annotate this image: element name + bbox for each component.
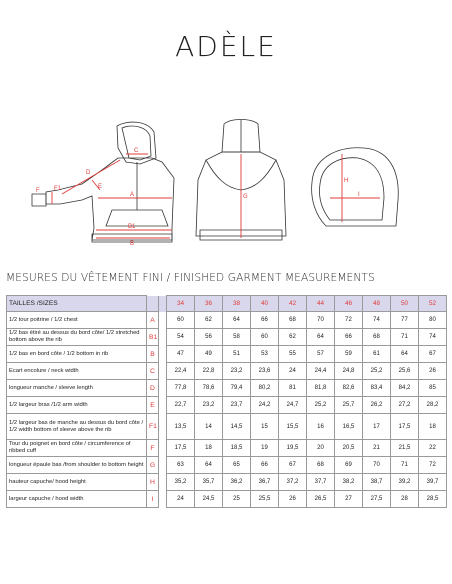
back-view-drawing [186, 118, 296, 248]
measurement-value: 54 [167, 329, 195, 346]
measurement-label: 1/2 tour poitrine / 1/2 chest [7, 312, 147, 329]
measurement-label: longueur épaule bas /from shoulder to bottom height [7, 457, 147, 474]
measurement-code: G [147, 457, 159, 474]
measurement-value: 17,5 [167, 440, 195, 457]
header-size: 48 [363, 296, 391, 312]
table-row [7, 346, 447, 363]
measurement-value: 28,2 [419, 397, 447, 414]
measurement-value: 64 [223, 312, 251, 329]
measurement-value: 60 [167, 312, 195, 329]
header-size: 50 [391, 296, 419, 312]
measurement-label: Ecart encolure / neck width [7, 363, 147, 380]
measurement-label: largeur capuche / hood width [7, 491, 147, 508]
measurement-value: 14 [195, 414, 223, 440]
measurement-value: 16,5 [335, 414, 363, 440]
header-size: 42 [279, 296, 307, 312]
table-row [7, 380, 447, 397]
measurement-value: 67 [279, 457, 307, 474]
measurement-value: 74 [419, 329, 447, 346]
label-F1: F1 [54, 186, 62, 192]
measurement-value: 51 [223, 346, 251, 363]
measurement-value: 24,4 [307, 363, 335, 380]
measurement-value: 13,5 [167, 414, 195, 440]
header-size: 38 [223, 296, 251, 312]
measurement-value: 65 [223, 457, 251, 474]
measurement-value: 39,2 [391, 474, 419, 491]
header-size: 36 [195, 296, 223, 312]
measurement-value: 17,5 [391, 414, 419, 440]
measurement-label: hauteur capuche/ hood height [7, 474, 147, 491]
measurement-value: 18 [419, 414, 447, 440]
measurement-value: 27 [335, 491, 363, 508]
measurement-value: 68 [363, 329, 391, 346]
measurement-value: 14,5 [223, 414, 251, 440]
table-header-row [7, 296, 447, 312]
measurement-value: 16 [307, 414, 335, 440]
measurement-value: 38,2 [335, 474, 363, 491]
measurement-value: 21,5 [391, 440, 419, 457]
measurement-value: 72 [419, 457, 447, 474]
measurement-value: 22,4 [167, 363, 195, 380]
measurement-value: 61 [363, 346, 391, 363]
measurement-label: 1/2 largeur bas de manche au dessus du bord côte / 1/2 width bottom of sleeve above the rib [7, 414, 147, 440]
measurements-table [6, 295, 447, 508]
measurement-value: 84,2 [391, 380, 419, 397]
measurement-value: 23,7 [223, 397, 251, 414]
label-I: I [358, 192, 360, 198]
table-row [7, 312, 447, 329]
measurement-value: 70 [363, 457, 391, 474]
measurement-value: 27,5 [363, 491, 391, 508]
measurement-value: 63 [167, 457, 195, 474]
spacer-cell [159, 380, 167, 397]
label-B1: B1 [128, 224, 136, 230]
measurement-value: 70 [307, 312, 335, 329]
header-size: 34 [167, 296, 195, 312]
measurement-code: B1 [147, 329, 159, 346]
measurement-value: 58 [223, 329, 251, 346]
measurement-value: 47 [167, 346, 195, 363]
table-body [7, 312, 447, 508]
spacer-cell [159, 346, 167, 363]
header-label: TAILLES /SIZES [7, 296, 147, 312]
measurement-value: 24 [279, 363, 307, 380]
measurement-value: 22 [419, 440, 447, 457]
spacer-cell [159, 474, 167, 491]
measurement-value: 28 [391, 491, 419, 508]
label-E: E [98, 184, 103, 190]
table-row [7, 440, 447, 457]
measurement-value: 20 [307, 440, 335, 457]
measurement-value: 35,2 [167, 474, 195, 491]
measurement-value: 68 [279, 312, 307, 329]
measurement-value: 82,6 [335, 380, 363, 397]
measurement-label: 1/2 bas en bord côte / 1/2 bottom in rib [7, 346, 147, 363]
measurement-value: 56 [195, 329, 223, 346]
measurement-value: 77 [391, 312, 419, 329]
measurement-value: 66 [251, 312, 279, 329]
measurement-value: 49 [195, 346, 223, 363]
table-row [7, 414, 447, 440]
measurement-value: 39,7 [419, 474, 447, 491]
measurement-value: 71 [391, 457, 419, 474]
measurement-value: 66 [335, 329, 363, 346]
measurement-value: 25 [223, 491, 251, 508]
measurement-value: 80 [419, 312, 447, 329]
spacer-cell [159, 457, 167, 474]
measurement-value: 37,2 [279, 474, 307, 491]
measurement-value: 18,5 [223, 440, 251, 457]
measurement-value: 64 [195, 457, 223, 474]
header-size: 40 [251, 296, 279, 312]
label-D: D [86, 170, 91, 176]
header-size: 52 [419, 296, 447, 312]
table-row [7, 329, 447, 346]
measurement-value: 17 [363, 414, 391, 440]
measurement-code: H [147, 474, 159, 491]
measurement-value: 79,4 [223, 380, 251, 397]
measurement-label: longueur manche / sleeve length [7, 380, 147, 397]
brand-title: ADÈLE [175, 30, 277, 63]
measurement-value: 71 [391, 329, 419, 346]
measurement-value: 74 [363, 312, 391, 329]
measurement-value: 24,2 [251, 397, 279, 414]
measurement-label: Tour du poignet en bord côte / circumference of ribbed cuff [7, 440, 147, 457]
measurement-value: 66 [251, 457, 279, 474]
spacer-cell [159, 440, 167, 457]
measurement-code: F [147, 440, 159, 457]
measurement-value: 72 [335, 312, 363, 329]
measurement-value: 68 [307, 457, 335, 474]
measurement-value: 26 [419, 363, 447, 380]
spacer-cell [159, 312, 167, 329]
measurement-value: 37,7 [307, 474, 335, 491]
measurement-value: 23,6 [251, 363, 279, 380]
spacer-cell [159, 491, 167, 508]
measurement-value: 18 [195, 440, 223, 457]
measurement-value: 26,2 [363, 397, 391, 414]
measurement-value: 22,7 [167, 397, 195, 414]
measurement-value: 15 [251, 414, 279, 440]
header-spacer [159, 296, 167, 312]
measurement-value: 38,7 [363, 474, 391, 491]
measurement-value: 78,6 [195, 380, 223, 397]
table-row [7, 474, 447, 491]
measurement-value: 23,2 [223, 363, 251, 380]
measurement-code: B [147, 346, 159, 363]
spacer-cell [159, 329, 167, 346]
measurement-value: 60 [251, 329, 279, 346]
measurement-value: 36,2 [223, 474, 251, 491]
measurement-code: C [147, 363, 159, 380]
measurement-value: 83,4 [363, 380, 391, 397]
measurement-value: 25,2 [307, 397, 335, 414]
measurement-value: 36,7 [251, 474, 279, 491]
measurement-value: 77,8 [167, 380, 195, 397]
spacer-cell [159, 363, 167, 380]
measurement-value: 26,5 [307, 491, 335, 508]
measurement-value: 62 [279, 329, 307, 346]
measurement-value: 69 [335, 457, 363, 474]
measurement-value: 53 [251, 346, 279, 363]
spacer-cell [159, 414, 167, 440]
measurement-value: 27,2 [391, 397, 419, 414]
header-size: 46 [335, 296, 363, 312]
measurement-value: 81 [279, 380, 307, 397]
measurement-value: 19 [251, 440, 279, 457]
measurement-value: 25,5 [251, 491, 279, 508]
measurement-value: 35,7 [195, 474, 223, 491]
label-G: G [243, 194, 248, 200]
measurement-value: 22,8 [195, 363, 223, 380]
garment-drawings [0, 118, 452, 258]
measurement-value: 24 [167, 491, 195, 508]
measurement-value: 25,2 [363, 363, 391, 380]
measurement-value: 59 [335, 346, 363, 363]
measurement-value: 20,5 [335, 440, 363, 457]
measurement-value: 25,6 [391, 363, 419, 380]
measurement-label: 1/2 largeur bras /1/2 arm width [7, 397, 147, 414]
label-C: C [134, 148, 139, 154]
measurement-label: 1/2 bas étiré au dessus du bord côte/ 1/2 stretched bottom above the rib [7, 329, 147, 346]
measurement-value: 25,7 [335, 397, 363, 414]
table-row [7, 363, 447, 380]
measurement-value: 85 [419, 380, 447, 397]
measurement-value: 55 [279, 346, 307, 363]
label-B: B [130, 241, 135, 247]
measurement-value: 81,8 [307, 380, 335, 397]
measurement-value: 24,8 [335, 363, 363, 380]
measurement-code: A [147, 312, 159, 329]
measurement-value: 28,5 [419, 491, 447, 508]
measurement-value: 21 [363, 440, 391, 457]
measurement-code: D [147, 380, 159, 397]
header-code-column [147, 296, 159, 312]
measurement-code: F1 [147, 414, 159, 440]
table-row [7, 397, 447, 414]
front-view-drawing [22, 118, 182, 248]
measurement-value: 57 [307, 346, 335, 363]
measurement-value: 23,2 [195, 397, 223, 414]
measurement-value: 62 [195, 312, 223, 329]
hood-view-drawing [300, 142, 410, 242]
measurement-value: 15,5 [279, 414, 307, 440]
table-row [7, 457, 447, 474]
measurement-value: 64 [391, 346, 419, 363]
measurement-value: 80,2 [251, 380, 279, 397]
measurement-code: E [147, 397, 159, 414]
section-title: MESURES DU VÊTEMENT FINI / FINISHED GARMENT MEASUREMENTS [6, 272, 375, 284]
measurement-value: 19,5 [279, 440, 307, 457]
table-row [7, 491, 447, 508]
spacer-cell [159, 397, 167, 414]
measurement-value: 24,5 [195, 491, 223, 508]
measurement-value: 67 [419, 346, 447, 363]
measurement-code: I [147, 491, 159, 508]
label-A: A [130, 192, 135, 198]
header-size: 44 [307, 296, 335, 312]
measurement-value: 24,7 [279, 397, 307, 414]
label-H: H [344, 178, 349, 184]
measurement-value: 64 [307, 329, 335, 346]
measurement-value: 26 [279, 491, 307, 508]
label-F: F [36, 188, 40, 194]
